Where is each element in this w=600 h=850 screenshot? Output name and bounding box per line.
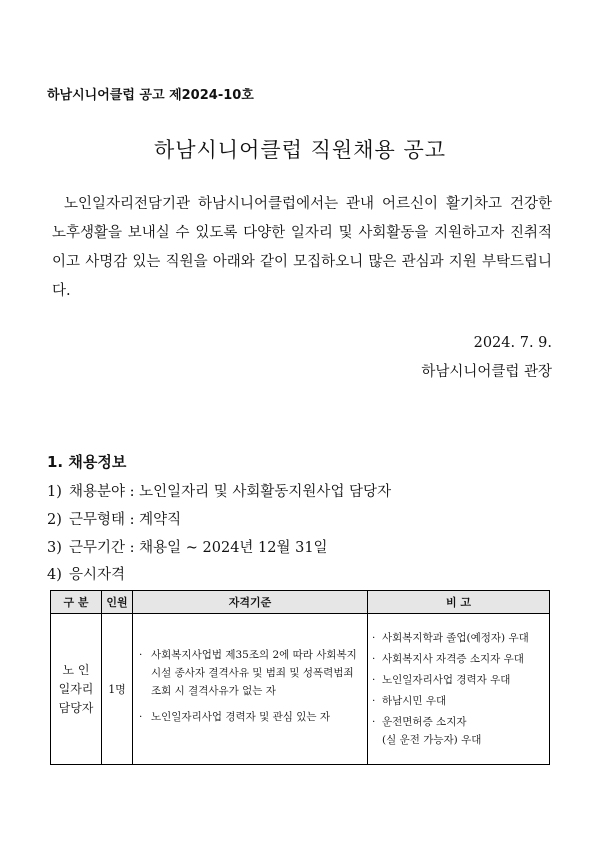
bullet: · bbox=[372, 715, 376, 728]
note-item bbox=[372, 671, 545, 689]
notice-date: 2024. 7. 9. bbox=[473, 335, 552, 351]
qualification-text: 사회복지사업법 제35조의 2에 따라 사회복지시설 종사자 결격사유 및 범죄 및 성폭력범죄 조회 시 결격사유가 없는 자 bbox=[151, 649, 357, 697]
notice-number: 하남시니어클럽 공고 제2024-10호 bbox=[47, 88, 254, 103]
note-text: 사회복지학과 졸업(예정자) 우대 bbox=[382, 631, 529, 644]
item-text: 근무기간 : 채용일 ~ 2024년 12월 31일 bbox=[69, 540, 328, 556]
qualification-text: 노인일자리사업 경력자 및 관심 있는 자 bbox=[151, 711, 330, 723]
header-division: 구 분 bbox=[51, 591, 102, 614]
item-number: 1) bbox=[47, 484, 62, 500]
item-text: 채용분야 : 노인일자리 및 사회활동지원사업 담당자 bbox=[69, 484, 392, 500]
item-number: 2) bbox=[47, 512, 62, 528]
signer: 하남시니어클럽 관장 bbox=[421, 364, 552, 380]
division-line: 담당자 bbox=[58, 700, 94, 715]
header-count: 인원 bbox=[102, 591, 133, 614]
table-header-row bbox=[51, 591, 550, 614]
section-heading-recruitment-info: 1. 채용정보 bbox=[47, 453, 127, 471]
bullet: · bbox=[372, 694, 376, 707]
note-item bbox=[372, 713, 545, 749]
bullet: · bbox=[372, 673, 376, 686]
qualification-table bbox=[50, 590, 550, 765]
info-item bbox=[47, 536, 328, 557]
cell-count: 1명 bbox=[102, 614, 133, 765]
note-item bbox=[372, 692, 545, 710]
table-row bbox=[51, 614, 550, 765]
note-item bbox=[372, 629, 545, 647]
item-text: 응시자격 bbox=[69, 567, 126, 583]
item-number: 4) bbox=[47, 567, 62, 583]
note-text: 노인일자리사업 경력자 우대 bbox=[382, 673, 511, 686]
note-text: 하남시민 우대 bbox=[382, 694, 447, 707]
header-qualification: 자격기준 bbox=[133, 591, 368, 614]
note-sub-text: (실 운전 가능자) 우대 bbox=[382, 733, 482, 746]
bullet: · bbox=[139, 649, 143, 661]
division-line: 일자리 bbox=[58, 681, 94, 696]
note-item bbox=[372, 650, 545, 668]
note-text: 사회복지사 자격증 소지자 우대 bbox=[382, 652, 524, 665]
bullet: · bbox=[139, 711, 143, 723]
cell-qualification bbox=[133, 614, 368, 765]
qualification-item bbox=[139, 708, 361, 726]
item-text: 근무형태 : 계약직 bbox=[69, 512, 182, 528]
header-note: 비 고 bbox=[368, 591, 550, 614]
cell-division bbox=[51, 614, 102, 765]
division-line: 노 인 bbox=[62, 662, 90, 677]
note-text: 운전면허증 소지자 bbox=[382, 715, 467, 728]
cell-note bbox=[368, 614, 550, 765]
page-title: 하남시니어클럽 직원채용 공고 bbox=[153, 138, 447, 162]
qualification-item bbox=[139, 646, 361, 700]
item-number: 3) bbox=[47, 540, 62, 556]
bullet: · bbox=[372, 631, 376, 644]
info-item bbox=[47, 508, 181, 529]
info-item bbox=[47, 563, 125, 584]
intro-paragraph: 노인일자리전담기관 하남시니어클럽에서는 관내 어르신이 활기차고 건강한 노후생활을 보내실 수 있도록 다양한 일자리 및 사회활동을 지원하고자 진취적이고 사명감 있는 직원을 아래와 같이 모집하오니 많은 관심과 지원 부탁드립니다. bbox=[52, 196, 552, 299]
bullet: · bbox=[372, 652, 376, 665]
info-item bbox=[47, 480, 391, 501]
